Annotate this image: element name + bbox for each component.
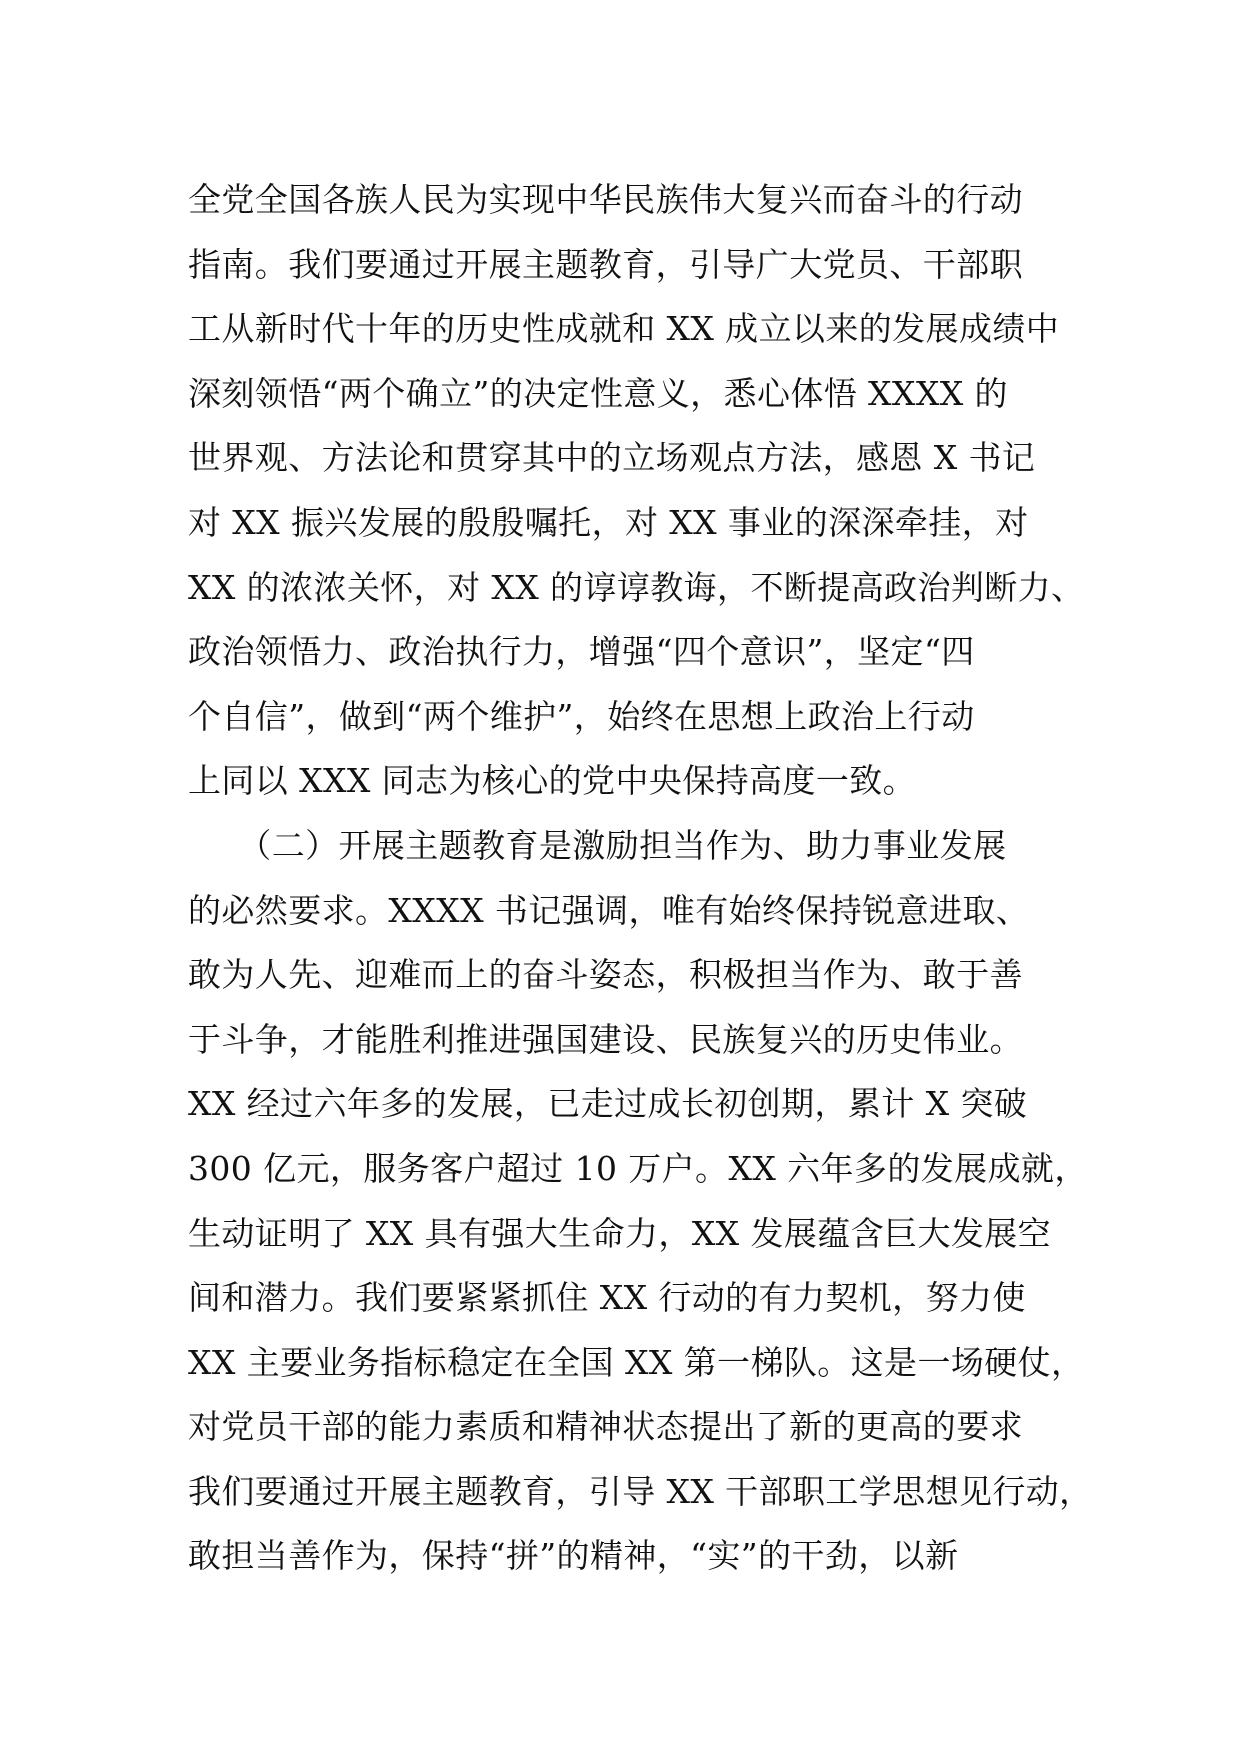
text-line: 深刻领悟“两个确立”的决定性意义，悉心体悟 XXXX 的 [188, 373, 1008, 413]
text-line: 于斗争，才能胜利推进强国建设、民族复兴的历史伟业。 [188, 1019, 1023, 1059]
text-line: 政治领悟力、政治执行力，增强“四个意识”，坚定“四 [188, 632, 975, 672]
text-line: 工从新时代十年的历史性成就和 XX 成立以来的发展成绩中 [188, 309, 1060, 349]
text-line: XX 经过六年多的发展，已走过成长初创期，累计 X 突破 [188, 1084, 1028, 1124]
text-line: 指南。我们要通过开展主题教育，引导广大党员、干部职 [188, 244, 1023, 284]
text-line: 敢为人先、迎难而上的奋斗姿态，积极担当作为、敢于善 [188, 955, 1023, 995]
body-text [188, 168, 1093, 1589]
text-line: 对党员干部的能力素质和精神状态提出了新的更高的要求 [188, 1407, 1023, 1447]
text-line: 敢担当善作为，保持“拼”的精神，“实”的干劲，以新 [188, 1536, 959, 1576]
text-line: XX 主要业务指标稳定在全国 XX 第一梯队。这是一场硬仗， [188, 1342, 1085, 1382]
text-line: XX 的浓浓关怀，对 XX 的谆谆教诲，不断提高政治判断力、 [188, 567, 1085, 607]
text-line: 世界观、方法论和贯穿其中的立场观点方法，感恩 X 书记 [188, 438, 1036, 478]
text-line: 间和潜力。我们要紧紧抓住 XX 行动的有力契机，努力使 [188, 1278, 1026, 1318]
text-line: 300 亿元，服务客户超过 10 万户。XX 六年多的发展成就， [188, 1148, 1088, 1188]
text-line: 全党全国各族人民为实现中华民族伟大复兴而奋斗的行动 [188, 180, 1023, 219]
text-line: 我们要通过开展主题教育，引导 XX 干部职工学思想见行动， [188, 1471, 1093, 1511]
text-line: 的必然要求。XXXX 书记强调，唯有始终保持锐意进取、 [188, 890, 1030, 930]
text-line: 个自信”，做到“两个维护”，始终在思想上政治上行动 [188, 696, 975, 736]
text-line: 对 XX 振兴发展的殷殷嘱托，对 XX 事业的深深牵挂，对 [188, 502, 1029, 542]
text-line: 生动证明了 XX 具有强大生命力，XX 发展蕴含巨大发展空 [188, 1213, 1052, 1253]
text-line: 上同以 XXX 同志为核心的党中央保持高度一致。 [188, 761, 917, 801]
section-heading-line: （二）开展主题教育是激励担当作为、助力事业发展 [188, 825, 1007, 865]
